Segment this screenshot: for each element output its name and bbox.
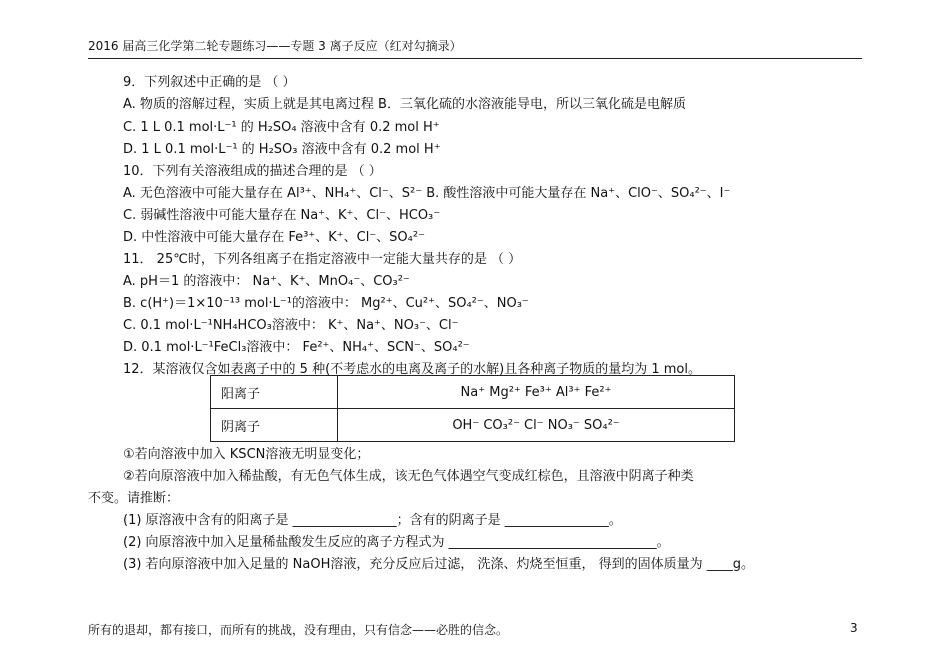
q9-option-c: C. 1 L 0.1 mol·L⁻¹ 的 H₂SO₄ 溶液中含有 0.2 mol H⁺ — [123, 120, 440, 135]
header-rule — [88, 58, 862, 59]
table-row-ions: OH⁻ CO₃²⁻ Cl⁻ NO₃⁻ SO₄²⁻ — [338, 409, 735, 442]
q12-sub-1: (1) 原溶液中含有的阳离子是 ________________；含有的阴离子是 ________________。 — [123, 513, 622, 528]
table-row — [211, 409, 735, 442]
q9-option-d: D. 1 L 0.1 mol·L⁻¹ 的 H₂SO₃ 溶液中含有 0.2 mol H⁺ — [123, 142, 441, 157]
q12-condition-2-cont: 不变。请推断： — [88, 491, 180, 506]
table-row — [211, 376, 735, 409]
q9-option-ab: A. 物质的溶解过程，实质上就是其电离过程 B．三氧化硫的水溶液能导电，所以三氧化硫是电解质 — [123, 97, 686, 112]
q12-condition-1: ①若向溶液中加入 KSCN溶液无明显变化； — [123, 447, 370, 462]
footer-motto: 所有的退却，都有接口，而所有的挑战，没有理由，只有信念——必胜的信念。 — [88, 623, 509, 637]
table-row-label: 阴离子 — [211, 409, 338, 442]
q12-sub-2: (2) 向原溶液中加入足量稀盐酸发生反应的离子方程式为 ________________________________。 — [123, 535, 670, 550]
table-row-label: 阳离子 — [211, 376, 338, 409]
q10-option-d: D. 中性溶液中可能大量存在 Fe³⁺、K⁺、Cl⁻、SO₄²⁻ — [123, 230, 425, 245]
page-number: 3 — [850, 621, 858, 635]
q11-option-a: A. pH＝1 的溶液中： Na⁺、K⁺、MnO₄⁻、CO₃²⁻ — [123, 274, 410, 289]
q10-option-ab: A. 无色溶液中可能大量存在 Al³⁺、NH₄⁺、Cl⁻、S²⁻ B. 酸性溶液中可能大量存在 Na⁺、ClO⁻、SO₄²⁻、I⁻ — [123, 186, 731, 201]
page-header: 2016 届高三化学第二轮专题练习——专题 3 离子反应（红对勾摘录） — [88, 39, 462, 53]
q10-stem: 10．下列有关溶液组成的描述合理的是 （ ） — [123, 164, 382, 179]
q12-stem: 12．某溶液仅含如表离子中的 5 种(不考虑水的电离及离子的水解)且各种离子物质的量均为 1 mol。 — [123, 362, 701, 377]
q12-sub-3: (3) 若向原溶液中加入足量的 NaOH溶液，充分反应后过滤， 洗涤、灼烧至恒重， 得到的固体质量为 ____g。 — [123, 557, 755, 572]
q11-option-d: D. 0.1 mol·L⁻¹FeCl₃溶液中： Fe²⁺、NH₄⁺、SCN⁻、SO₄²⁻ — [123, 340, 470, 355]
q9-stem: 9．下列叙述中正确的是 （ ） — [123, 75, 296, 90]
table-row-ions: Na⁺ Mg²⁺ Fe³⁺ Al³⁺ Fe²⁺ — [338, 376, 735, 409]
q12-condition-2: ②若向原溶液中加入稀盐酸，有无色气体生成，该无色气体遇空气变成红棕色，且溶液中阴离子种类 — [123, 469, 694, 484]
q11-option-b: B. c(H⁺)＝1×10⁻¹³ mol·L⁻¹的溶液中： Mg²⁺、Cu²⁺、SO₄²⁻、NO₃⁻ — [123, 296, 529, 311]
q10-option-c: C. 弱碱性溶液中可能大量存在 Na⁺、K⁺、Cl⁻、HCO₃⁻ — [123, 208, 441, 223]
q11-option-c: C. 0.1 mol·L⁻¹NH₄HCO₃溶液中： K⁺、Na⁺、NO₃⁻、Cl⁻ — [123, 318, 459, 333]
q11-stem: 11． 25℃时，下列各组离子在指定溶液中一定能大量共存的是 （ ） — [123, 252, 522, 267]
ion-table — [210, 375, 735, 442]
